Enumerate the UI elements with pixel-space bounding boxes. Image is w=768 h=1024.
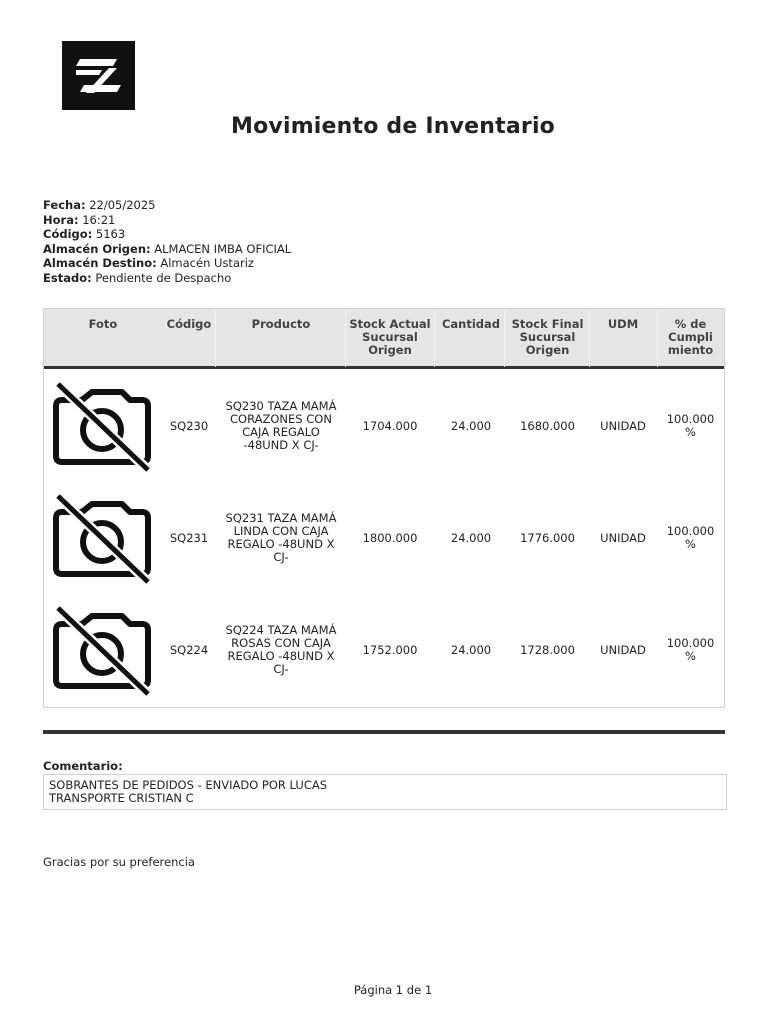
- meta-value: ALMACEN IMBA OFICIAL: [154, 241, 292, 256]
- inventory-table: [43, 308, 725, 708]
- product-line: LINDA CON CAJA: [233, 524, 329, 538]
- cell-quantity: 24.000: [450, 643, 492, 657]
- product-line: SQ224 TAZA MAMÁ: [225, 623, 337, 637]
- thanks-message: Gracias por su preferencia: [43, 855, 195, 869]
- meta-label: Almacén Destino:: [43, 256, 157, 270]
- cell-stock-final: 1776.000: [520, 531, 575, 545]
- table-row: [44, 372, 724, 484]
- cell-code: SQ230: [169, 419, 209, 433]
- meta-label: Código:: [43, 227, 93, 241]
- cell-product: [218, 400, 344, 452]
- table-row: [44, 484, 724, 596]
- logo-mark-icon: [62, 41, 135, 110]
- meta-value: 22/05/2025: [89, 198, 156, 212]
- fulfillment-line: %: [685, 425, 696, 439]
- page-title: Movimiento de Inventario: [231, 114, 555, 139]
- document-metadata: [43, 198, 291, 285]
- meta-row-fecha: [43, 198, 291, 213]
- product-line: REGALO -48UND X: [227, 649, 335, 663]
- cell-fulfillment: [657, 413, 724, 439]
- cell-udm: UNIDAD: [600, 531, 646, 545]
- meta-label: Estado:: [43, 270, 92, 285]
- table-row: [44, 596, 724, 708]
- meta-label: Fecha:: [43, 198, 86, 212]
- table-header: [44, 309, 724, 369]
- product-line: ROSAS CON CAJA: [231, 636, 331, 650]
- cell-stock-final: 1728.000: [520, 643, 575, 657]
- product-line: -48UND X CJ-: [243, 438, 319, 452]
- cell-product: [218, 624, 344, 676]
- fulfillment-line: 100.000: [666, 636, 715, 650]
- cell-quantity: 24.000: [450, 419, 492, 433]
- product-line: CORAZONES CON: [230, 412, 332, 426]
- product-line: REGALO -48UND X: [227, 537, 335, 551]
- column-header-foto: Foto: [88, 317, 118, 331]
- meta-row-almacen-origen: [43, 242, 291, 257]
- header-line: Cumpli: [668, 330, 713, 344]
- fulfillment-line: %: [685, 649, 696, 663]
- column-header-stock-final: [504, 318, 591, 357]
- page-number: Página 1 de 1: [353, 983, 433, 997]
- comment-label: Comentario:: [43, 759, 123, 773]
- meta-label: Hora:: [43, 212, 79, 227]
- cell-fulfillment: [657, 637, 724, 663]
- cell-stock-actual: 1752.000: [362, 643, 418, 657]
- cell-fulfillment: [657, 525, 724, 551]
- cell-udm: UNIDAD: [600, 419, 646, 433]
- meta-value: Pendiente de Despacho: [95, 270, 232, 285]
- column-header-cumplimiento: [657, 318, 724, 357]
- header-line: Origen: [525, 343, 570, 357]
- header-line: miento: [667, 343, 714, 357]
- column-header-codigo: Código: [166, 317, 212, 331]
- header-line: Origen: [368, 343, 412, 357]
- comment-line: SOBRANTES DE PEDIDOS - ENVIADO POR LUCAS: [49, 778, 328, 792]
- cell-stock-actual: 1800.000: [362, 531, 418, 545]
- meta-value: 16:21: [82, 212, 116, 227]
- product-line: SQ231 TAZA MAMÁ: [225, 511, 337, 525]
- meta-label: Almacén Origen:: [43, 241, 151, 256]
- comment-box: [43, 774, 727, 810]
- product-line: SQ230 TAZA MAMÁ: [225, 399, 337, 413]
- header-line: Sucursal: [362, 330, 418, 344]
- product-line: CJ-: [273, 662, 289, 676]
- cell-stock-actual: 1704.000: [362, 419, 418, 433]
- column-header-stock-actual: [344, 318, 436, 357]
- no-photo-icon: [52, 492, 152, 584]
- cell-quantity: 24.000: [450, 531, 492, 545]
- meta-row-almacen-destino: [43, 256, 291, 271]
- cell-code: SQ231: [169, 531, 209, 545]
- fulfillment-line: %: [685, 537, 696, 551]
- meta-value: Almacén Ustariz: [160, 256, 254, 270]
- product-line: CAJA REGALO: [242, 425, 320, 439]
- cell-product: [218, 512, 344, 564]
- meta-row-estado: [43, 271, 291, 286]
- header-line: Stock Actual: [349, 317, 431, 331]
- column-header-producto: Producto: [251, 317, 311, 331]
- no-photo-icon: [52, 380, 152, 472]
- no-photo-icon: [52, 604, 152, 696]
- company-logo: [62, 41, 135, 110]
- cell-stock-final: 1680.000: [520, 419, 575, 433]
- cell-code: SQ224: [169, 643, 209, 657]
- meta-row-codigo: [43, 227, 291, 242]
- header-line: Stock Final: [511, 317, 584, 331]
- column-header-cantidad: Cantidad: [441, 317, 501, 331]
- meta-value: 5163: [95, 227, 126, 241]
- header-line: % de: [674, 317, 707, 331]
- product-line: CJ-: [273, 550, 289, 564]
- fulfillment-line: 100.000: [666, 412, 715, 426]
- fulfillment-line: 100.000: [666, 524, 715, 538]
- cell-udm: UNIDAD: [600, 643, 646, 657]
- meta-row-hora: [43, 213, 291, 228]
- comment-line: TRANSPORTE CRISTIAN C: [49, 791, 194, 805]
- column-header-udm: UDM: [607, 317, 639, 331]
- header-line: Sucursal: [519, 330, 576, 344]
- section-divider: [43, 730, 725, 734]
